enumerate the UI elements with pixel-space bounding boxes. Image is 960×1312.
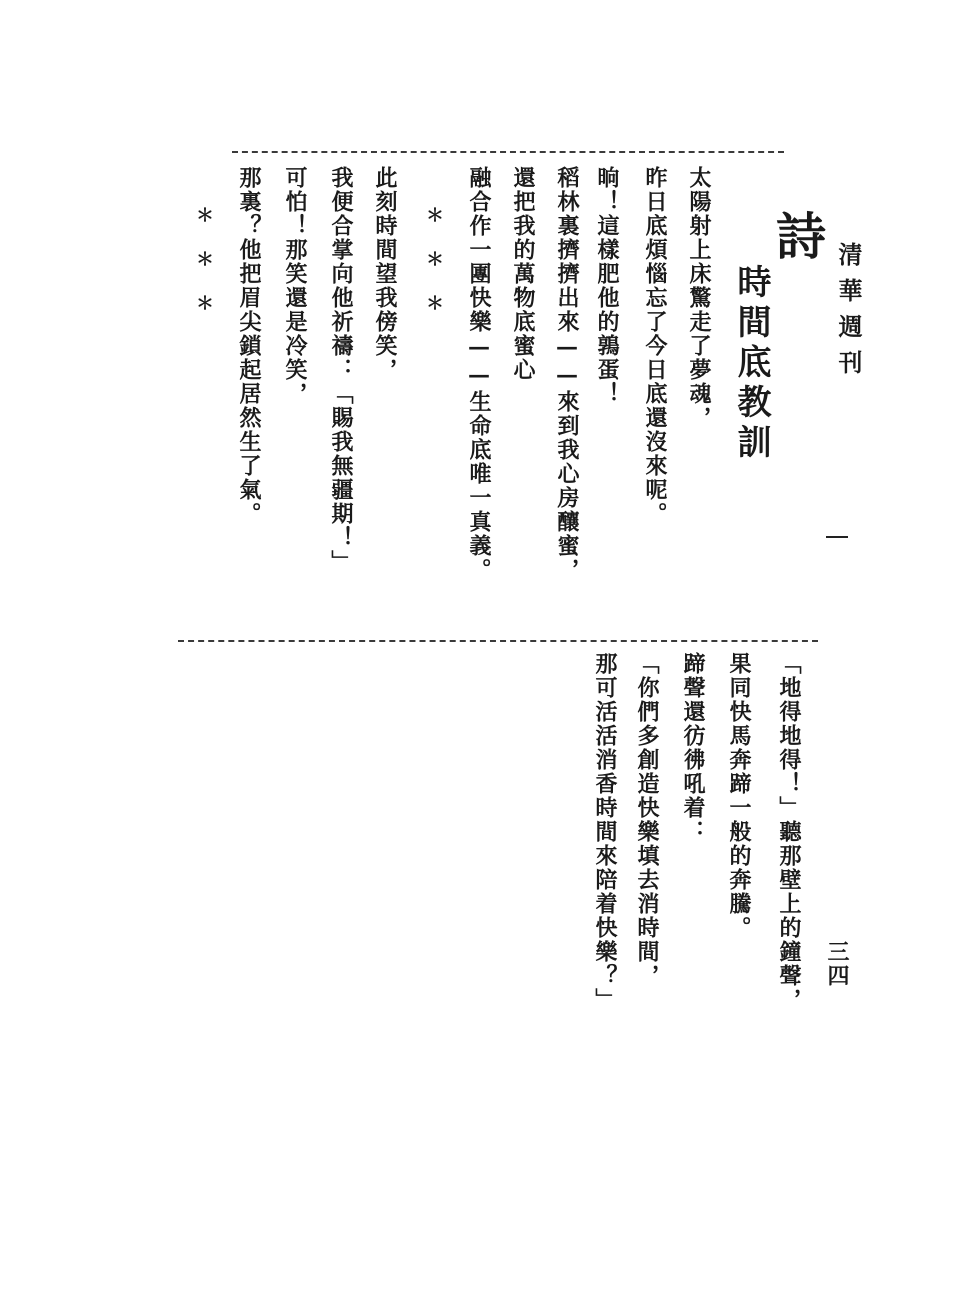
poem-continuation-line: 那可活活消香時間來陪着快樂？」 (592, 652, 618, 1012)
page-mark-top (826, 536, 848, 538)
poem-continuation-line: 蹄聲還彷彿吼着： (680, 652, 706, 844)
section-separator: ＊＊＊ (193, 206, 214, 338)
poem-line: 我便合掌向他祈禱：「賜我無疆期！」 (328, 166, 354, 574)
poem-line: 稻林裏擠擠出來——來到我心房釀蜜， (554, 166, 580, 582)
poem-continuation-line: 果同快馬奔蹄一般的奔騰。 (726, 652, 752, 940)
middle-divider-rule (178, 640, 818, 642)
poem-line: 那裏？他把眉尖鎖起居然生了氣。 (236, 166, 262, 526)
poem-continuation-line: 「你們多創造快樂填去消時間， (634, 652, 660, 988)
top-decorative-rule (232, 151, 784, 153)
poem-line: 昨日底煩惱忘了今日底還沒來呢。 (642, 166, 668, 526)
journal-name: 清華週刊 (834, 242, 863, 386)
poem-line: 太陽射上床驚走了夢魂， (686, 166, 712, 430)
poem-continuation-line: 「地得地得！」聽那壁上的鐘聲， (776, 652, 802, 1012)
section-label: 詩 (768, 210, 827, 260)
page-number: 三四 (824, 940, 850, 988)
poem-line: 還把我的萬物底蜜心 (510, 166, 536, 382)
poem-line: 融合作一團快樂——生命底唯一真義。 (466, 166, 492, 582)
poem-line: 晌！這樣肥他的鶉蛋！ (594, 166, 620, 406)
poem-line: 可怕！那笑還是冷笑， (282, 166, 308, 406)
section-separator: ＊＊＊ (423, 206, 444, 338)
poem-title: 時間底教訓 (731, 264, 771, 464)
poem-line: 此刻時間望我傍笑， (372, 166, 398, 382)
